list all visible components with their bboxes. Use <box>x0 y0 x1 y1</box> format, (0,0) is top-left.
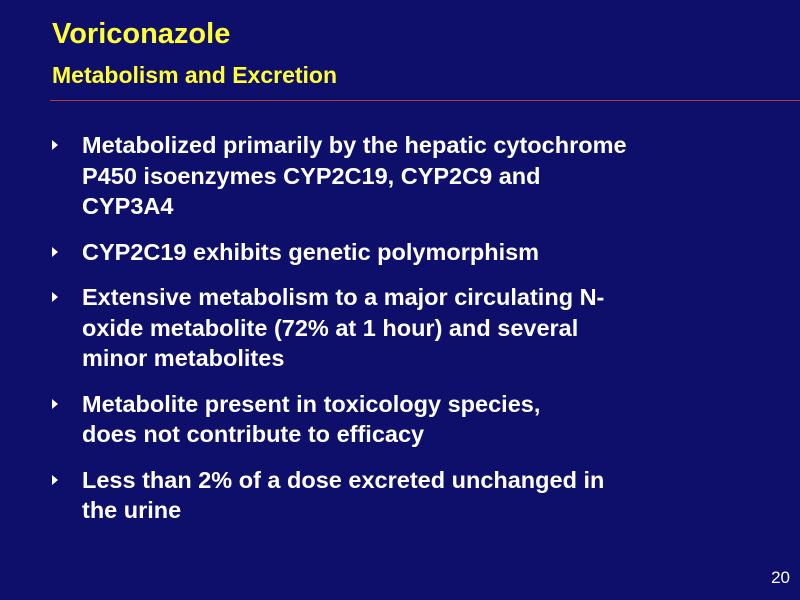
bullet-text-line: Metabolite present in toxicology species, <box>82 390 541 417</box>
bullet-text-line: Metabolized primarily by the hepatic cytochrome <box>82 132 627 158</box>
bullet-text-line: minor metabolites <box>82 345 285 371</box>
triangle-bullet-icon <box>52 475 58 485</box>
bullet-item <box>48 465 768 526</box>
triangle-bullet-icon <box>52 247 58 257</box>
bullet-text-line: the urine <box>82 497 182 523</box>
bullet-text-line: CYP3A4 <box>82 193 174 219</box>
bullet-text-line: does not contribute to efficacy <box>82 421 425 447</box>
bullet-text-line: oxide metabolite (72% at 1 hour) and several <box>82 314 579 341</box>
title-divider <box>50 100 800 101</box>
bullet-item <box>48 389 768 450</box>
bullet-item <box>48 237 768 268</box>
page-number: 20 <box>771 568 790 587</box>
bullet-text-line: Extensive metabolism to a major circulating N- <box>82 284 605 310</box>
bullet-text-line: Less than 2% of a dose excreted unchanged in <box>82 466 605 493</box>
slide-subtitle: Metabolism and Excretion <box>52 62 338 88</box>
bullet-text-line: CYP2C19 exhibits genetic polymorphism <box>82 238 540 265</box>
bullet-list <box>48 130 768 541</box>
slide-title: Voriconazole <box>52 18 231 50</box>
triangle-bullet-icon <box>52 292 58 302</box>
bullet-text-line: P450 isoenzymes CYP2C19, CYP2C9 and <box>82 162 541 189</box>
triangle-bullet-icon <box>52 399 58 409</box>
bullet-item <box>48 130 768 222</box>
triangle-bullet-icon <box>52 140 58 150</box>
bullet-item <box>48 282 768 374</box>
